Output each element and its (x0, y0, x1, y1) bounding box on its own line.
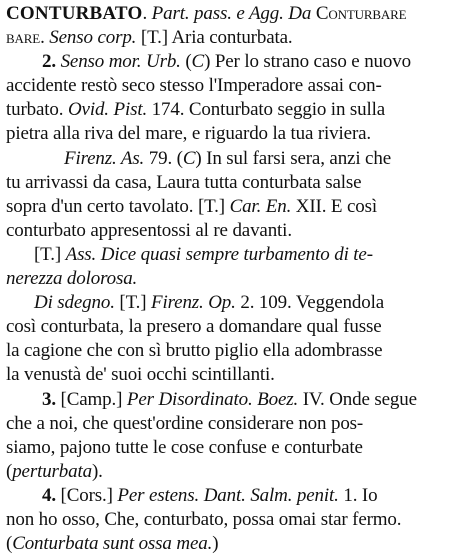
italic-segment: Di sdegno. (34, 292, 115, 314)
entry-line (6, 2, 471, 26)
entry-line (6, 412, 471, 436)
italic-segment: Per estens. Dant. Salm. penit. (117, 484, 339, 506)
italic-segment: Conturbata sunt ossa mea. (12, 533, 213, 555)
entry-line (6, 147, 471, 171)
text-segment: accidente restò seco stesso l'Imperadore assai con- (6, 75, 382, 97)
small-caps-segment: Conturbare (315, 3, 407, 24)
entry-line (6, 171, 471, 195)
entry-line (6, 315, 471, 339)
entry-line (6, 339, 471, 363)
italic-segment: Part. pass. e Agg. Da (151, 3, 316, 24)
sense-number: 3. (42, 388, 56, 410)
text-segment: ( (6, 460, 13, 482)
sense-number: 2. (42, 51, 56, 73)
text-segment: ) In sul farsi sera, anzi che (195, 147, 391, 169)
entry-line (6, 436, 471, 460)
entry-line (6, 388, 471, 412)
text-segment: ( (180, 51, 192, 73)
entry-line (6, 219, 471, 243)
entry-line (6, 267, 471, 291)
text-segment: che a noi, che quest'ordine considerare non pos- (6, 412, 364, 434)
text-segment: 1. Io (338, 484, 378, 506)
headword: CONTURBATO (6, 3, 143, 24)
entry-line (6, 484, 471, 508)
sense-number: 4. (42, 484, 56, 506)
italic-segment: nerezza dolorosa. (6, 268, 138, 290)
text-segment: pietra alla riva del mare, e riguardo la tua riviera. (6, 123, 371, 145)
italic-segment: Per Disordinato. Boez. (126, 388, 299, 410)
text-segment: 174. Conturbato seggio in sulla (147, 99, 386, 121)
entry-line (6, 460, 471, 484)
text-segment: così conturbata, la presero a domandare qual fusse (6, 316, 382, 338)
italic-segment: Firenz. As. (64, 147, 145, 169)
entry-line (6, 291, 471, 315)
italic-segment: Ass. Dice quasi sempre turbamento di te- (65, 243, 373, 265)
text-segment: 79. ( (144, 147, 183, 169)
italic-segment: Ovid. Pist. (67, 99, 148, 121)
entry-line (6, 243, 471, 267)
text-segment: ) (212, 533, 219, 555)
text-segment: tu arrivassi da casa, Laura tutta conturbata salse (6, 171, 362, 193)
text-segment: sopra d'un certo tavolato. [T.] (6, 195, 230, 217)
italic-segment: Car. En. (229, 195, 292, 217)
text-segment: . (142, 3, 152, 24)
italic-segment: Senso corp. (49, 27, 137, 49)
small-caps-segment: bare (6, 27, 41, 49)
text-segment: [Camp.] (55, 388, 127, 410)
text-segment: 2. 109. Veggendola (235, 292, 385, 314)
text-segment: . (40, 27, 50, 49)
entry-line (6, 50, 471, 74)
text-segment: [T.] (114, 292, 152, 314)
entry-line (6, 26, 471, 50)
text-segment: turbato. (6, 99, 68, 121)
italic-segment: Firenz. Op. (151, 292, 236, 314)
italic-segment: Senso mor. Urb. (60, 51, 181, 73)
italic-segment: C (182, 147, 196, 169)
text-segment: ). (91, 460, 103, 482)
text-segment: [T.] (34, 243, 66, 265)
entry-line (6, 195, 471, 219)
entry-line (6, 532, 471, 556)
entry-line (6, 508, 471, 532)
text-segment: [T.] Aria conturbata. (136, 27, 293, 49)
text-segment: la cagione che con sì brutto piglio ella adombrasse (6, 340, 383, 362)
entry-line (6, 98, 471, 122)
text-segment: IV. Onde segue (298, 388, 417, 410)
text-segment: XII. E così (291, 195, 377, 217)
italic-segment: perturbata (12, 460, 92, 482)
text-segment: siamo, pajono tutte le cose confuse e conturbate (6, 436, 363, 458)
italic-segment: C (191, 51, 205, 73)
entry-line (6, 122, 471, 146)
text-segment: non ho osso, Che, conturbato, possa omai star fermo. (6, 508, 402, 530)
text-segment: conturbato appresentossi al re davanti. (6, 219, 292, 241)
text-segment: la venustà de' suoi occhi scintillanti. (6, 364, 275, 386)
text-segment: ) Per lo strano caso e nuovo (204, 51, 411, 73)
text-segment: ( (6, 533, 13, 555)
entry-line (6, 363, 471, 387)
text-segment: [Cors.] (55, 484, 118, 506)
entry-line (6, 74, 471, 98)
dictionary-entry (6, 2, 471, 556)
